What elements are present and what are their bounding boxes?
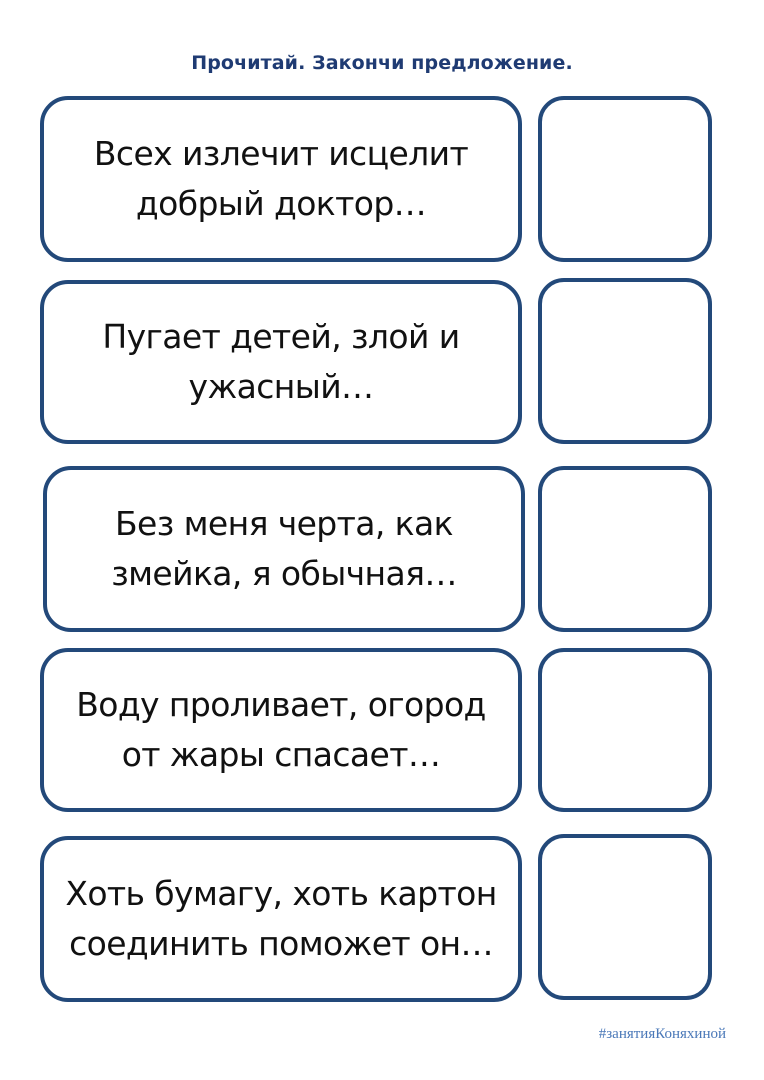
- riddle-card-1: [40, 96, 522, 262]
- riddle-text-5: Хоть бумагу, хоть картон соединить поможет он…: [65, 874, 497, 963]
- answer-box-3[interactable]: [538, 466, 712, 632]
- riddle-card-2: [40, 280, 522, 444]
- answer-box-5[interactable]: [538, 834, 712, 1000]
- answer-box-2[interactable]: [538, 278, 712, 444]
- riddle-text-2: Пугает детей, злой и ужасный…: [102, 317, 460, 406]
- riddle-text-1: Всех излечит исцелит добрый доктор…: [93, 134, 469, 223]
- page-title: Прочитай. Закончи предложение.: [191, 52, 573, 74]
- answer-box-1[interactable]: [538, 96, 712, 262]
- riddle-card-3: [43, 466, 525, 632]
- riddle-card-5: [40, 836, 522, 1002]
- answer-box-4[interactable]: [538, 648, 712, 812]
- riddle-text-4: Воду проливает, огород от жары спасает…: [76, 685, 486, 774]
- footer-hashtag: #занятияКоняхиной: [598, 1026, 726, 1042]
- riddle-text-3: Без меня черта, как змейка, я обычная…: [111, 504, 457, 593]
- riddle-card-4: [40, 648, 522, 812]
